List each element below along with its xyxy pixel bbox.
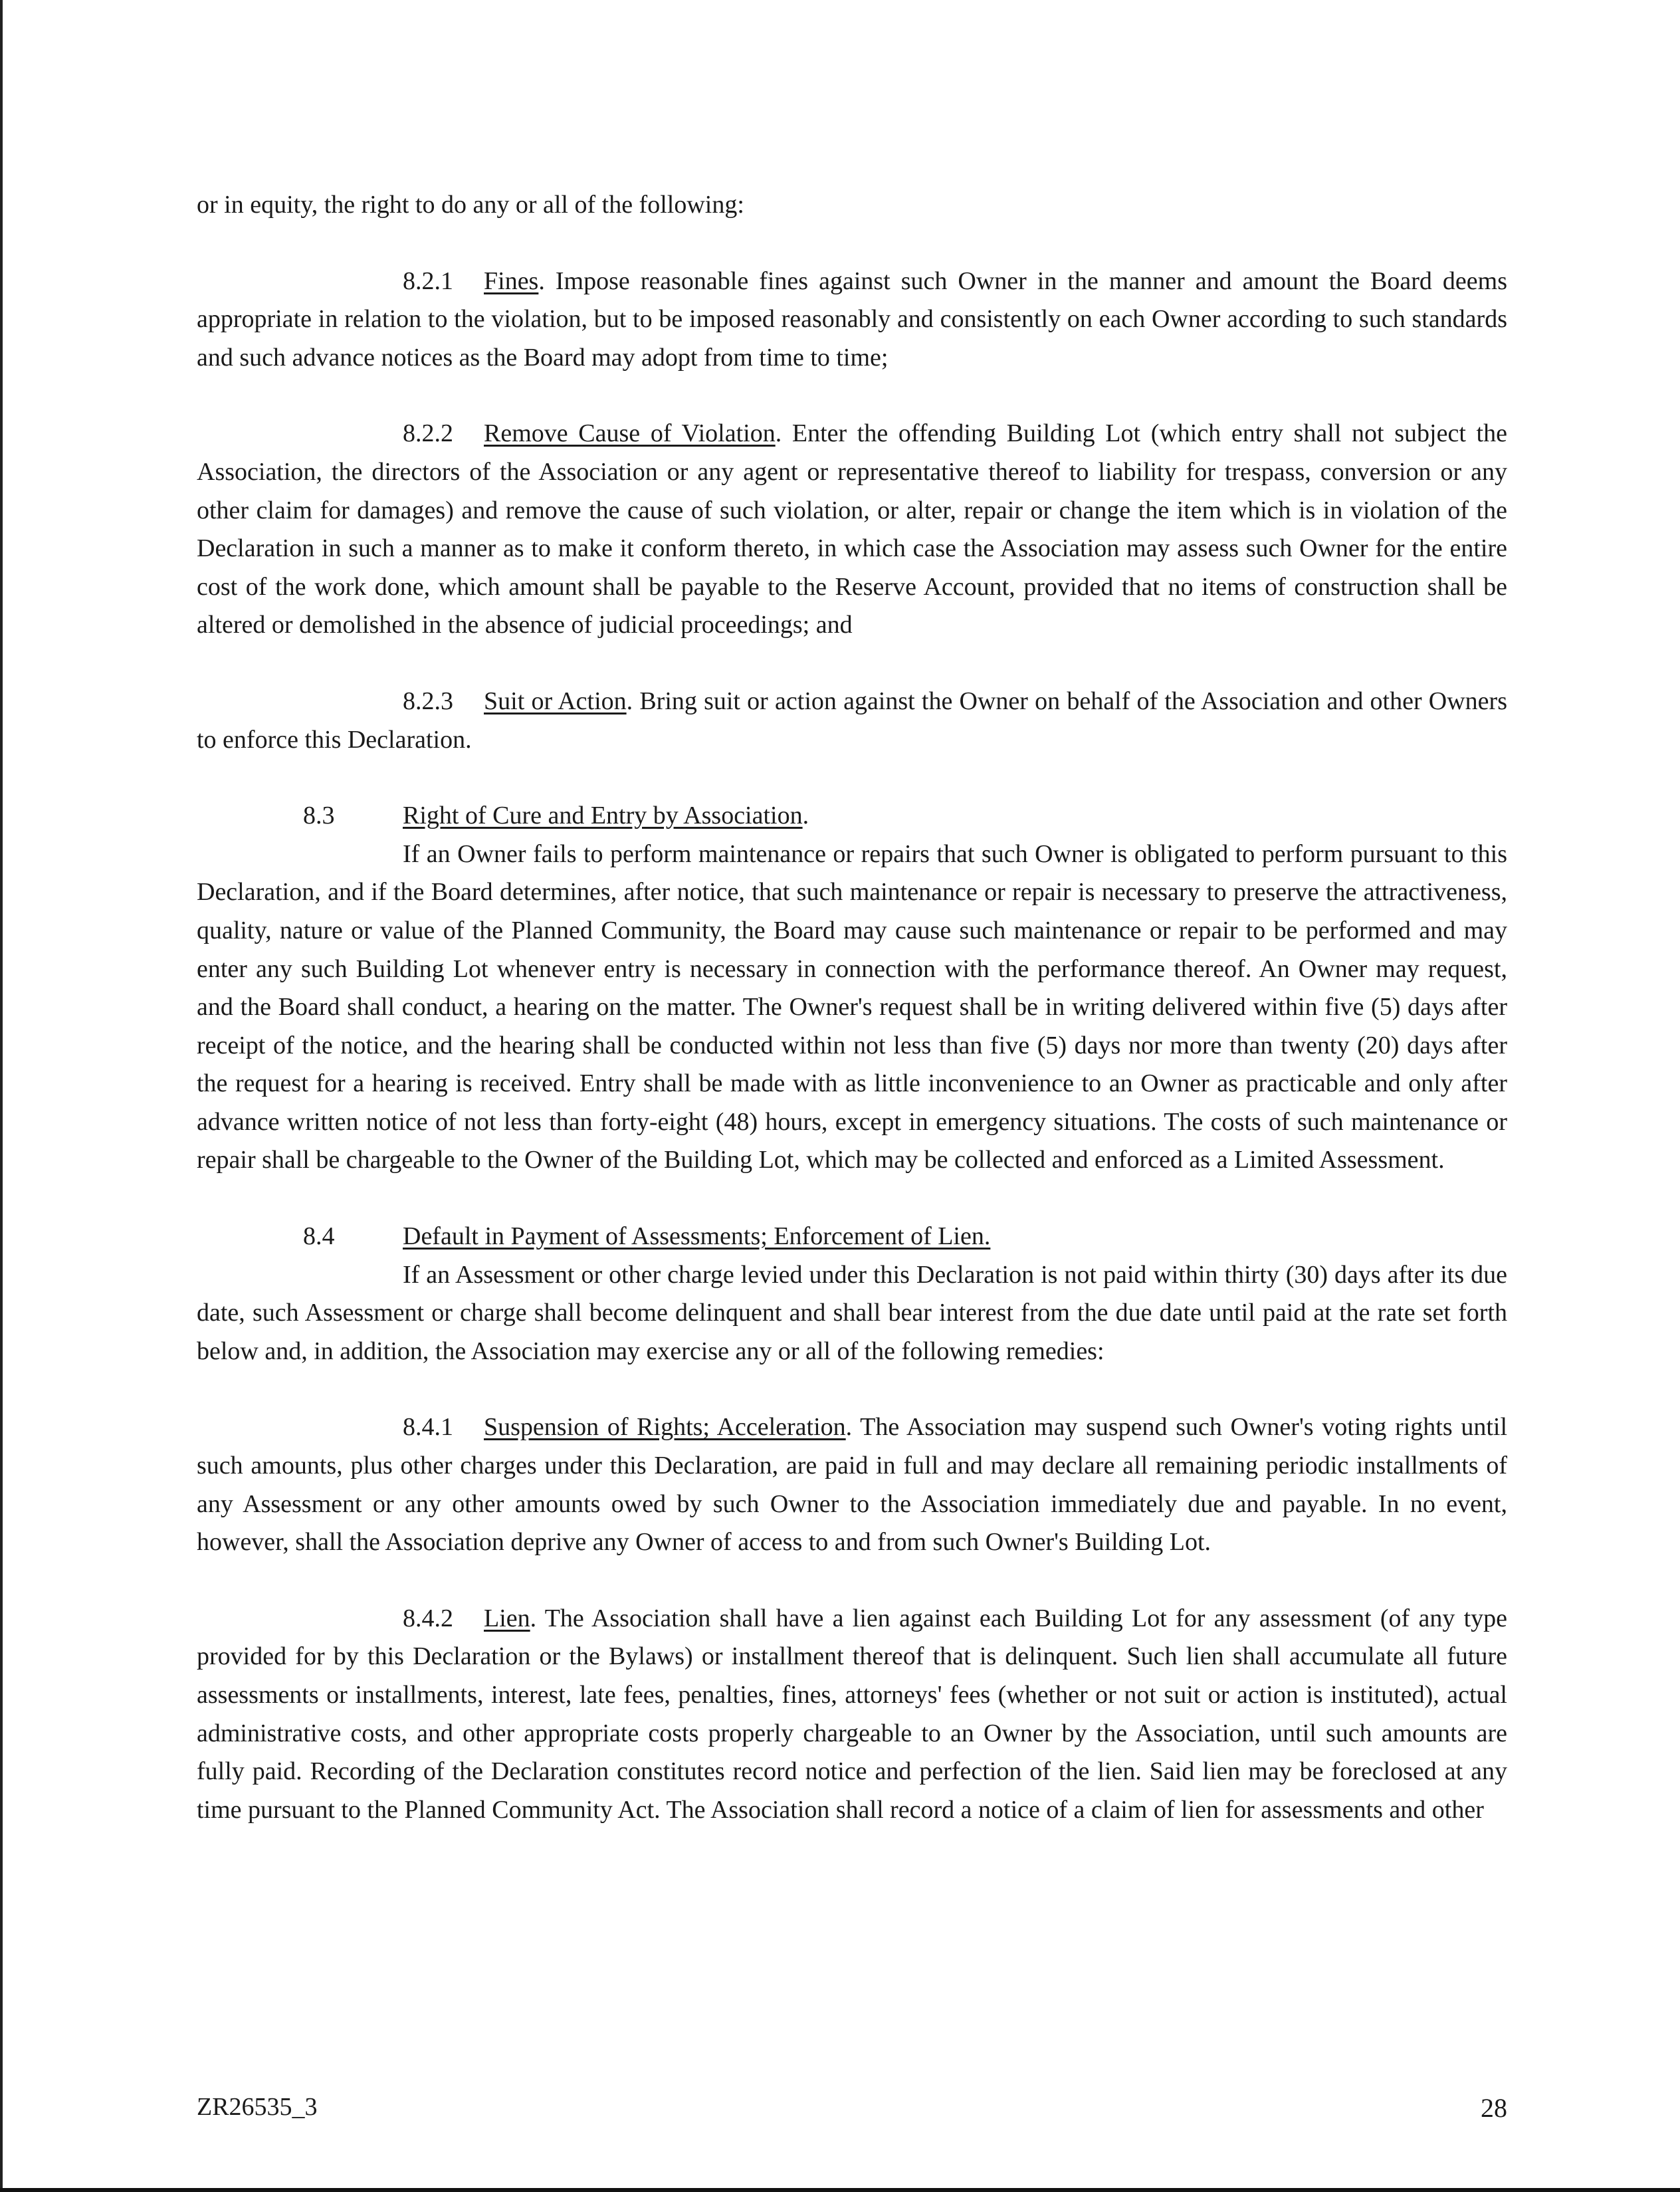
section-text: . Bring suit or action against the Owner on behalf of the Association and other Owners to enforce this Declaration. [197, 687, 1507, 754]
section-8-4-heading [197, 1218, 1507, 1256]
section-text: . The Association may suspend such Owner's voting rights until such amounts, plus other charges under this Declaration, are paid in full and may declare all remaining periodic installments of any Assessment or any other amounts owed by such Owner to the Association immediately due and payable. In no event, however, shall the Association deprive any Owner of access to and from such Owner's Building Lot. [197, 1413, 1507, 1557]
section-8-4-2 [197, 1600, 1507, 1830]
section-title: Fines [484, 267, 539, 295]
section-number: 8.2.3 [403, 687, 453, 715]
section-8-2-1 [197, 263, 1507, 378]
section-number: 8.3 [303, 802, 335, 830]
section-8-2-2 [197, 415, 1507, 645]
section-text: . Impose reasonable fines against such Owner in the manner and amount the Board deems appropriate in relation to the violation, but to be imposed reasonably and consistently on each Owner according to such standards and such advance notices as the Board may adopt from time to time; [197, 267, 1507, 372]
section-text: . Enter the offending Building Lot (which entry shall not subject the Association, the directors of the Association or any agent or representative thereof to liability for trespass, conversion or any other claim for damages) and remove the cause of such violation, or alter, repair or change the item which is in violation of the Declaration in such a manner as to make it conform thereto, in which case the Association may assess such Owner for the entire cost of the work done, which amount shall be payable to the Reserve Account, provided that no items of construction shall be altered or demolished in the absence of judicial proceedings; and [197, 419, 1507, 639]
section-number: 8.4 [303, 1222, 335, 1251]
scan-bottom-edge [0, 2188, 1680, 2192]
heading-period: . [802, 802, 809, 830]
intro-paragraph: or in equity, the right to do any or all of the following: [197, 191, 744, 219]
section-text: . The Association shall have a lien against each Building Lot for any assessment (of any type provided for by this Declaration or the Bylaws) or installment thereof that is delinquent. Such lien shall accumulate all future assessments or installments, interest, late fees, penalties, fines, attorneys' fees (whether or not suit or action is instituted), actual administrative costs, and other appropriate costs properly chargeable to an Owner by the Association, until such amounts are fully paid. Recording of the Declaration constitutes record notice and perfection of the lien. Said lien may be foreclosed at any time pursuant to the Planned Community Act. The Association shall record a notice of a claim of lien for assessments and other [197, 1604, 1507, 1824]
section-title: Default in Payment of Assessments; Enforcement of Lien. [403, 1222, 991, 1251]
section-8-3-body: If an Owner fails to perform maintenance or repairs that such Owner is obligated to perform pursuant to this Declaration, and if the Board determines, after notice, that such maintenance or repair is necessary to preserve the attractiveness, quality, nature or value of the Planned Community, the Board may cause such maintenance or repair to be performed and may enter any such Building Lot whenever entry is necessary in connection with the performance thereof. An Owner may request, and the Board shall conduct, a hearing on the matter. The Owner's request shall be in writing delivered within five (5) days after receipt of the notice, and the hearing shall be conducted within not less than five (5) days nor more than twenty (20) days after the request for a hearing is received. Entry shall be made with as little inconvenience to an Owner as practicable and only after advance written notice of not less than forty-eight (48) hours, except in emergency situations. The costs of such maintenance or repair shall be chargeable to the Owner of the Building Lot, which may be collected and enforced as a Limited Assessment. [197, 839, 1507, 1174]
section-8-2-3 [197, 683, 1507, 759]
section-title: Suspension of Rights; Acceleration [484, 1413, 846, 1442]
page-number: 28 [1481, 2093, 1507, 2123]
section-number: 8.2.1 [403, 267, 453, 295]
section-title: Suit or Action [484, 687, 627, 715]
section-8-4-1 [197, 1408, 1507, 1561]
scan-left-edge [0, 0, 3, 2192]
section-title: Lien [484, 1604, 530, 1632]
section-number: 8.2.2 [403, 419, 453, 448]
section-title: Right of Cure and Entry by Association [403, 802, 803, 830]
document-page [197, 186, 1507, 1867]
section-number: 8.4.1 [403, 1413, 453, 1442]
section-number: 8.4.2 [403, 1604, 453, 1632]
section-title: Remove Cause of Violation [484, 419, 776, 448]
section-8-4-body: If an Assessment or other charge levied under this Declaration is not paid within thirty (30) days after its due date, such Assessment or charge shall become delinquent and shall bear interest from the due date until paid at the rate set forth below and, in addition, the Association may exercise any or all of the following remedies: [197, 1260, 1507, 1365]
section-8-3-heading [197, 797, 1507, 835]
document-id: ZR26535_3 [197, 2093, 318, 2121]
